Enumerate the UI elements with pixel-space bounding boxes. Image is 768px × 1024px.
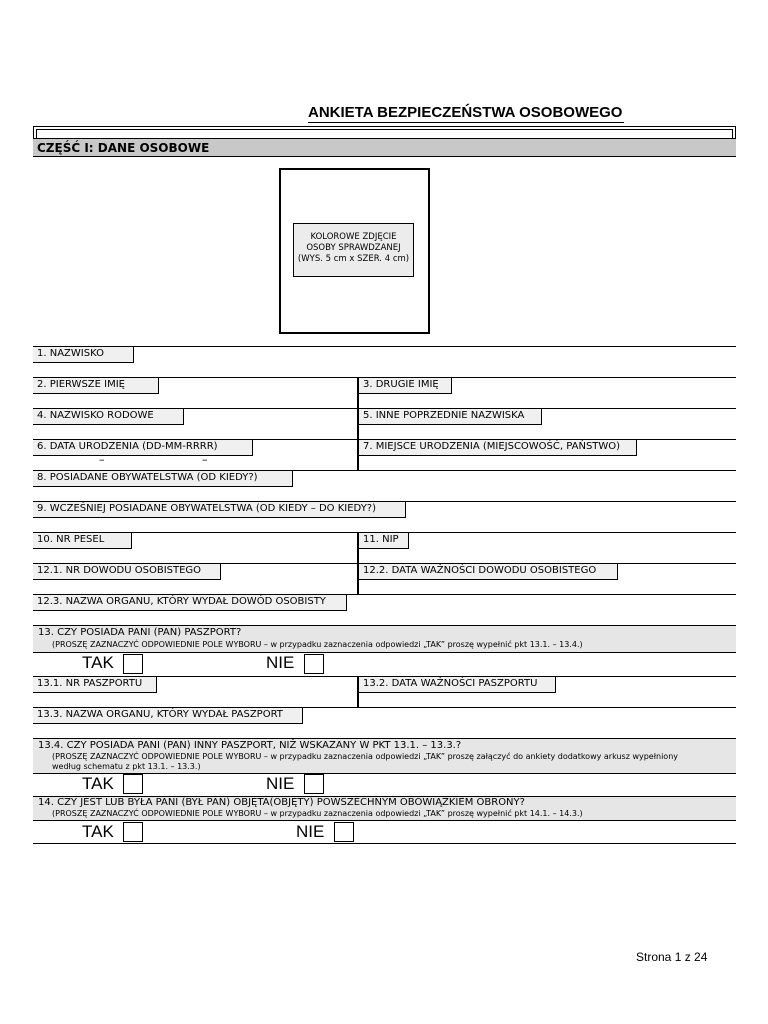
question-defense-duty-row — [33, 796, 736, 820]
question-defense-duty-note: (PROSZĘ ZAZNACZYĆ ODPOWIEDNIE POLE WYBORU – w przypadku zaznaczenia odpowiedzi „TAK” proszę wypełnić pkt 14.1. – 14.3.) — [52, 809, 583, 818]
defense-duty-no-label: NIE — [296, 822, 325, 841]
defense-duty-no-checkbox[interactable] — [334, 822, 354, 842]
field-id-expiry-label: 12.2. DATA WAŻNOŚCI DOWODU OSOBISTEGO — [359, 564, 618, 580]
column-divider — [357, 676, 359, 707]
question-defense-duty: 14. CZY JEST LUB BYŁA PANI (BYŁ PAN) OBJĘTA(OBJĘTY) POWSZECHNYM OBOWIĄZKIEM OBRONY? — [38, 797, 525, 808]
column-divider — [357, 532, 359, 563]
field-id-issuer-label: 12.3. NAZWA ORGANU, KTÓRY WYDAŁ DOWÓD OSOBISTY — [33, 595, 347, 611]
field-citizenship-label: 8. POSIADANE OBYWATELSTWA (OD KIEDY?) — [33, 471, 293, 487]
birth-date-separator-1: – — [99, 453, 105, 466]
question-other-passport: 13.4. CZY POSIADA PANI (PAN) INNY PASZPORT, NIŻ WSKAZANY W PKT 13.1. – 13.3.? — [38, 740, 462, 751]
field-birth-date-label: 6. DATA URODZENIA (DD-MM-RRRR) — [33, 440, 253, 456]
section-header: CZĘŚĆ I: DANE OSOBOWE — [33, 138, 736, 157]
field-nip-label: 11. NIP — [359, 533, 409, 549]
column-divider — [357, 563, 359, 594]
photo-caption-line3: (WYS. 5 cm x SZER. 4 cm) — [297, 254, 410, 264]
photo-caption-line2: OSOBY SPRAWDZANEJ — [306, 243, 401, 253]
photo-caption — [293, 223, 414, 277]
field-id-number-label: 12.1. NR DOWODU OSOBISTEGO — [33, 564, 221, 580]
field-id-number-row[interactable] — [33, 563, 736, 594]
field-passport-issuer-row[interactable] — [33, 707, 736, 738]
defense-duty-yes-checkbox[interactable] — [123, 822, 143, 842]
question-passport-note: (PROSZĘ ZAZNACZYĆ ODPOWIEDNIE POLE WYBORU – w przypadku zaznaczenia odpowiedzi „TAK” proszę wypełnić pkt 13.1. – 13.4.) — [52, 640, 583, 649]
other-passport-no-label: NIE — [266, 774, 295, 793]
defense-duty-choice-row — [33, 820, 736, 844]
field-citizenship-row[interactable] — [33, 470, 736, 501]
passport-no-label: NIE — [266, 653, 295, 672]
field-first-name-row[interactable] — [33, 377, 736, 408]
field-birth-place-label: 7. MIEJSCE URODZENIA (MIEJSCOWOŚĆ, PAŃSTWO) — [359, 440, 637, 456]
column-divider — [357, 439, 359, 470]
page-number: Strona 1 z 24 — [636, 950, 708, 964]
other-passport-yes-checkbox[interactable] — [123, 774, 143, 794]
field-birth-date-row[interactable] — [33, 439, 736, 470]
passport-yes-label: TAK — [82, 653, 114, 672]
photo-caption-line1: KOLOROWE ZDJĘCIE — [310, 232, 397, 242]
field-surname-row[interactable] — [33, 346, 736, 377]
other-passport-no-checkbox[interactable] — [304, 774, 324, 794]
field-maiden-name-row[interactable] — [33, 408, 736, 439]
field-pesel-row[interactable] — [33, 532, 736, 563]
field-previous-citizenship-label: 9. WCZEŚNIEJ POSIADANE OBYWATELSTWA (OD KIEDY – DO KIEDY?) — [33, 502, 406, 518]
field-passport-number-label: 13.1. NR PASZPORTU — [33, 677, 157, 693]
question-other-passport-note-2: według schematu z pkt 13.1. – 13.3.) — [52, 762, 201, 771]
question-passport: 13. CZY POSIADA PANI (PAN) PASZPORT? — [38, 627, 242, 638]
field-pesel-label: 10. NR PESEL — [33, 533, 132, 549]
field-second-name-label: 3. DRUGIE IMIĘ — [359, 378, 452, 394]
birth-date-separator-2: – — [202, 453, 208, 466]
field-id-issuer-row[interactable] — [33, 594, 736, 625]
column-divider — [357, 408, 359, 439]
question-passport-row — [33, 625, 736, 652]
field-surname-label: 1. NAZWISKO — [33, 347, 134, 363]
field-first-name-label: 2. PIERWSZE IMIĘ — [33, 378, 159, 394]
other-passport-yes-label: TAK — [82, 774, 114, 793]
field-passport-expiry-label: 13.2. DATA WAŻNOŚCI PASZPORTU — [359, 677, 556, 693]
field-passport-number-row[interactable] — [33, 676, 736, 707]
field-maiden-name-label: 4. NAZWISKO RODOWE — [33, 409, 184, 425]
other-passport-choice-row — [33, 773, 736, 796]
passport-choice-row — [33, 652, 736, 676]
field-previous-citizenship-row[interactable] — [33, 501, 736, 532]
field-previous-names-label: 5. INNE POPRZEDNIE NAZWISKA — [359, 409, 542, 425]
document-title: ANKIETA BEZPIECZEŃSTWA OSOBOWEGO — [308, 104, 623, 121]
question-other-passport-row — [33, 738, 736, 773]
passport-no-checkbox[interactable] — [304, 654, 324, 674]
question-other-passport-note-1: (PROSZĘ ZAZNACZYĆ ODPOWIEDNIE POLE WYBORU – w przypadku zaznaczenia odpowiedzi „TAK” proszę załączyć do ankiety dodatkowy arkusz wypełniony — [52, 752, 678, 761]
column-divider — [357, 377, 359, 408]
field-passport-issuer-label: 13.3. NAZWA ORGANU, KTÓRY WYDAŁ PASZPORT — [33, 708, 303, 724]
passport-yes-checkbox[interactable] — [123, 654, 143, 674]
defense-duty-yes-label: TAK — [82, 822, 114, 841]
